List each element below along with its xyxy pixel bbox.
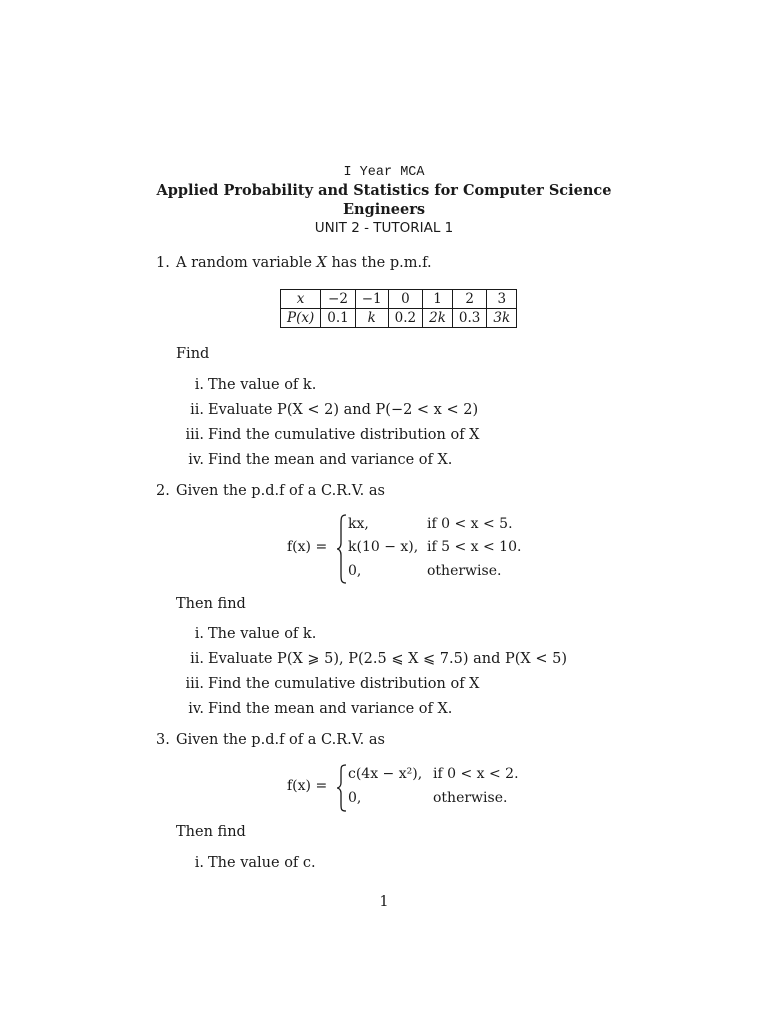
q1-number: 1. [156, 255, 170, 271]
q1-item-text: The value of k. [208, 377, 317, 393]
q2-intro: Given the p.d.f of a C.R.V. as [176, 483, 385, 499]
q2-item-num: i. [194, 626, 204, 642]
pmf-cell: 0.3 [452, 309, 486, 328]
q3-number: 3. [156, 732, 170, 748]
pmf-cell: P(x) [281, 309, 321, 328]
q2-number: 2. [156, 483, 170, 499]
q1-item-text: Evaluate P(X < 2) and P(−2 < x < 2) [208, 402, 479, 418]
course-year: I Year MCA [343, 165, 425, 180]
q2-then: Then find [176, 596, 246, 612]
q2-case-expr: k(10 − x), [348, 539, 419, 555]
q2-item-num: iv. [188, 701, 204, 717]
pmf-row-px [281, 309, 517, 328]
q2-item-text: The value of k. [208, 626, 317, 642]
q2-item-num: ii. [190, 651, 204, 667]
q3-item-text: The value of c. [208, 855, 316, 871]
q2-case-cond: otherwise. [427, 563, 502, 579]
q1-item-num: iv. [188, 452, 204, 468]
pmf-cell: x [281, 290, 321, 309]
page-number: 1 [379, 894, 389, 910]
q1-item-num: iii. [185, 427, 204, 443]
q2-item-text: Find the cumulative distribution of X [208, 676, 480, 692]
q3-intro: Given the p.d.f of a C.R.V. as [176, 732, 385, 748]
q2-case-expr: kx, [348, 516, 369, 532]
course-title-cont: Engineers [342, 201, 426, 218]
q3-case-cond: otherwise. [433, 790, 508, 806]
q3-case-expr: 0, [348, 790, 362, 806]
pmf-cell: −2 [321, 290, 355, 309]
q2-case-cond: if 0 < x < 5. [427, 516, 513, 532]
q2-case-expr: 0, [348, 563, 362, 579]
left-brace-icon [336, 514, 348, 584]
pmf-cell: 3 [487, 290, 517, 309]
pmf-cell: 0.1 [321, 309, 355, 328]
q1-intro: A random variable X has the p.m.f. [176, 255, 432, 271]
q3-case-cond: if 0 < x < 2. [433, 766, 519, 782]
q3-case-expr: c(4x − x²), [348, 766, 423, 782]
q2-item-text: Evaluate P(X ⩾ 5), P(2.5 ⩽ X ⩽ 7.5) and P(X < 5) [208, 651, 567, 667]
unit-title: UNIT 2 - TUTORIAL 1 [314, 220, 454, 236]
q3-item-num: i. [194, 855, 204, 871]
pmf-cell: k [355, 309, 388, 328]
pmf-cell: 0 [388, 290, 422, 309]
q2-function-lhs: f(x) = [287, 539, 328, 555]
pmf-cell: −1 [355, 290, 388, 309]
q2-item-text: Find the mean and variance of X. [208, 701, 453, 717]
pmf-cell: 2k [423, 309, 453, 328]
q3-function-lhs: f(x) = [287, 778, 328, 794]
pmf-row-x [281, 290, 517, 309]
pmf-cell: 1 [423, 290, 453, 309]
q1-item-text: Find the mean and variance of X. [208, 452, 453, 468]
pmf-table [280, 289, 517, 328]
pmf-cell: 2 [452, 290, 486, 309]
q3-then: Then find [176, 824, 246, 840]
pmf-cell: 3k [487, 309, 517, 328]
q1-item-num: ii. [190, 402, 204, 418]
q2-case-cond: if 5 < x < 10. [427, 539, 522, 555]
q1-find: Find [176, 346, 210, 362]
q2-item-num: iii. [185, 676, 204, 692]
q1-item-text: Find the cumulative distribution of X [208, 427, 480, 443]
pmf-cell: 0.2 [388, 309, 422, 328]
left-brace-icon [336, 764, 348, 812]
course-title: Applied Probability and Statistics for Computer Science [156, 182, 612, 199]
q1-item-num: i. [194, 377, 204, 393]
